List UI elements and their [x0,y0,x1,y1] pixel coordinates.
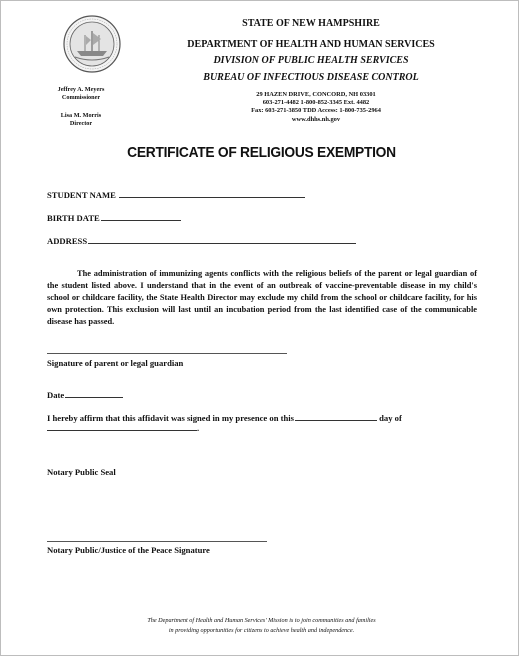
day-of-label: day of [379,413,402,423]
parent-signature-line[interactable] [47,353,287,354]
address-fax: Fax: 603-271-3850 TDD Access: 1-800-735-2964 [251,107,381,115]
affirmation-month-row [47,423,199,433]
address-web: www.dhhs.nh.gov [291,115,341,123]
affirmation-day-field[interactable] [295,419,377,421]
affirmation-period: . [197,423,200,433]
address-label: ADDRESS [47,236,88,246]
contact-address-block [241,91,391,124]
affirmation-label: I hereby affirm that this affidavit was signed in my presence on this [47,413,294,423]
address-street: 29 HAZEN DRIVE, CONCORD, NH 03301 [256,91,376,98]
parent-signature-label: Signature of parent or legal guardian [47,358,184,368]
director-block [31,112,131,128]
student-name-row [47,190,305,200]
division-heading: DIVISION OF PUBLIC HEALTH SERVICES [213,55,409,66]
director-title: Director [69,120,93,127]
footer-line-2: in providing opportunities for citizens to achieve health and independence. [168,627,355,634]
birth-date-label: BIRTH DATE [47,213,100,223]
footer-line-1: The Department of Health and Human Services' Mission is to join communities and families [147,617,376,624]
student-name-field[interactable] [119,196,305,198]
bureau-heading: BUREAU OF INFECTIOUS DISEASE CONTROL [203,72,419,83]
state-heading: STATE OF NEW HAMPSHIRE [242,18,380,29]
director-name: Lisa M. Morris [60,112,102,119]
affirmation-month-field[interactable] [47,429,197,431]
exemption-paragraph: The administration of immunizing agents conflicts with the religious beliefs of the parent or legal guardian of the student listed above. I understand that in the event of an outbreak of vaccine-preventable disease in my child's school or childcare facility, the State Health Director may exclude my child from the school or childcare facility, for his own protection. This exclusion will last until an incubation period from the last identified case of the communicable disease has passed. [47,269,477,326]
exemption-statement [47,268,477,328]
date-field[interactable] [65,396,123,398]
document-title: CERTIFICATE OF RELIGIOUS EXEMPTION [127,144,396,161]
birth-date-field[interactable] [101,219,181,221]
address-phone: 603-271-4482 1-800-852-3345 Ext. 4482 [262,99,370,107]
commissioner-title: Commissioner [61,94,101,101]
date-row [47,390,123,400]
state-seal-logo [63,15,121,73]
address-row [47,236,356,246]
commissioner-block [31,86,131,102]
notary-signature-line[interactable] [47,541,267,542]
commissioner-name: Jeffrey A. Meyers [57,86,105,93]
student-name-label: STUDENT NAME [47,190,116,200]
mission-footer [1,616,521,636]
notary-seal-label: Notary Public Seal [47,467,116,477]
notary-signature-label: Notary Public/Justice of the Peace Signature [47,545,210,555]
address-field[interactable] [88,242,356,244]
date-label: Date [47,390,65,400]
affirmation-row [47,413,402,423]
birth-date-row [47,213,181,223]
department-heading: DEPARTMENT OF HEALTH AND HUMAN SERVICES [187,39,435,50]
